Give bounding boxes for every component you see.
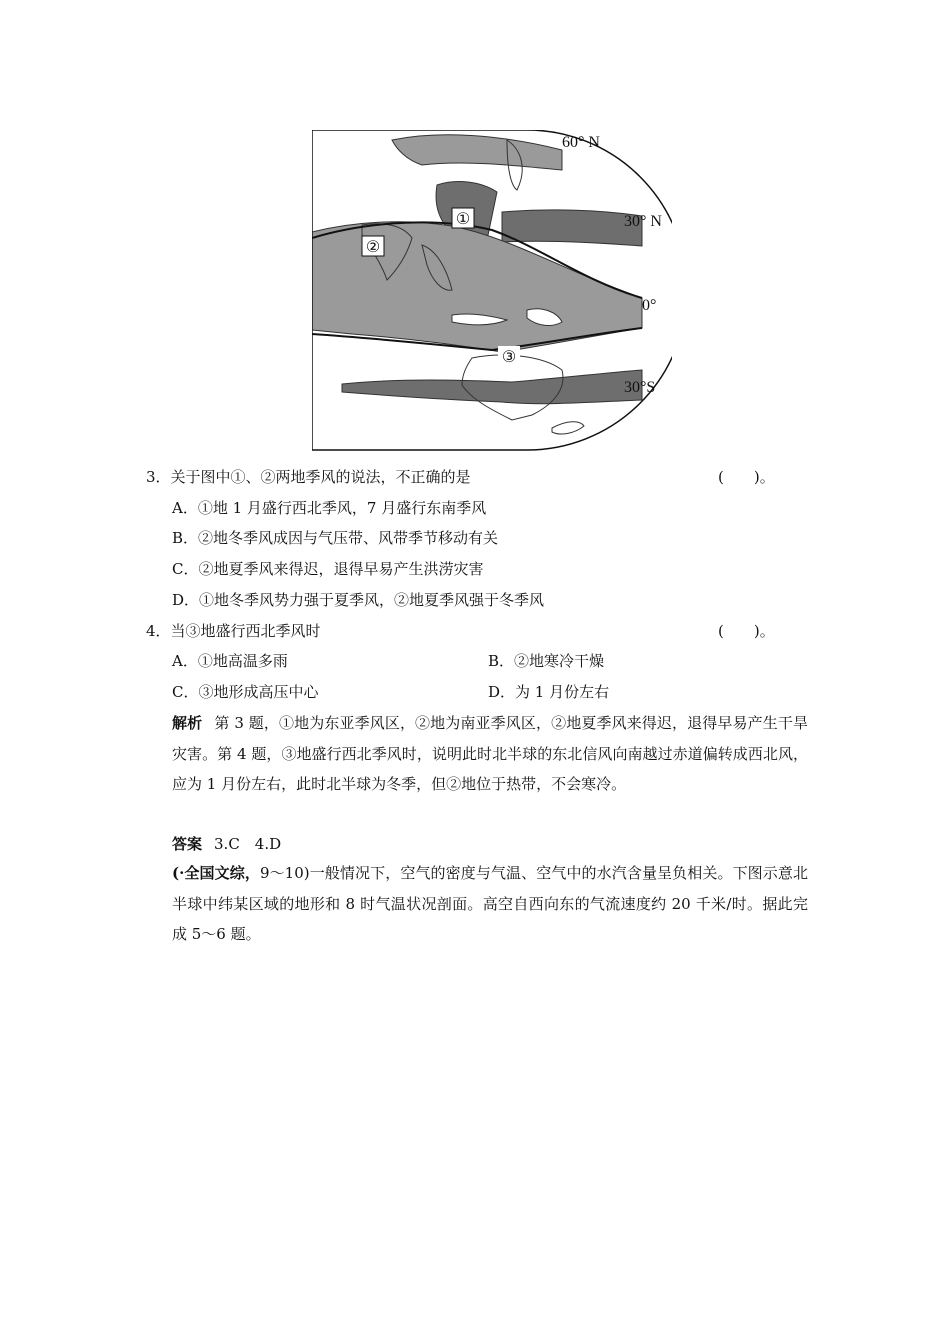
marker-2: ② xyxy=(365,239,381,256)
lat-label-30n: 30° N xyxy=(624,213,662,230)
question-3-stem: 3．关于图中①、②两地季风的说法，不正确的是 xyxy=(146,468,471,486)
band-30n xyxy=(502,210,642,246)
answer-text: 3.C 4.D xyxy=(214,835,282,853)
question-4-answer-blank: ( )。 xyxy=(718,622,775,640)
land-nz xyxy=(552,422,584,434)
lat-label-30s: 30°S xyxy=(624,379,656,396)
next-intro-source: (·全国文综， xyxy=(172,864,260,882)
next-question-intro xyxy=(172,858,808,950)
band-north-upper xyxy=(392,135,562,170)
question-4-option-b: B．②地寒冷干燥 xyxy=(488,652,605,670)
question-4-stem: 4．当③地盛行西北季风时 xyxy=(146,622,321,640)
question-4-option-d: D．为 1 月份左右 xyxy=(488,683,610,701)
lat-label-60n: 60° N xyxy=(562,134,600,151)
monsoon-map xyxy=(312,130,672,452)
question-3-option-d: D．①地冬季风势力强于夏季风，②地夏季风强于冬季风 xyxy=(172,591,545,609)
marker-3: ③ xyxy=(501,349,517,366)
answer-label: 答案 xyxy=(172,835,203,853)
analysis-text: 第 3 题，①地为东亚季风区，②地为南亚季风区，②地夏季风来得迟，退得早易产生干旱灾害。第 4 题，③地盛行西北季风时，说明此时北半球的东北信风向南越过赤道偏转成西北风，应为 1 月份左右，此时北半球为冬季，但②地位于热带，不会寒冷。 xyxy=(172,714,808,793)
question-3-option-c: C．②地夏季风来得迟，退得早易产生洪涝灾害 xyxy=(172,560,484,578)
marker-1: ① xyxy=(455,211,471,228)
question-3-answer-blank: ( )。 xyxy=(718,468,775,486)
next-intro-text: 9～10)一般情况下，空气的密度与气温、空气中的水汽含量呈负相关。下图示意北半球中纬某区域的地形和 8 时气温状况剖面。高空自西向东的气流速度约 20 千米/时。据此完成 5～6 题。 xyxy=(172,864,808,943)
question-3-option-b: B．②地冬季风成因与气压带、风带季节移动有关 xyxy=(172,529,499,547)
lat-label-equator: 0° xyxy=(642,297,657,314)
monsoon-map-svg xyxy=(312,130,672,452)
analysis-label: 解析 xyxy=(172,714,203,732)
question-4-option-a: A．①地高温多雨 xyxy=(172,652,288,670)
answer-line xyxy=(172,834,281,854)
question-4-option-c: C．③地形成高压中心 xyxy=(172,683,319,701)
question-3-option-a: A．①地 1 月盛行西北季风，7 月盛行东南季风 xyxy=(172,499,487,517)
band-30s xyxy=(342,370,642,404)
analysis-paragraph xyxy=(172,708,808,800)
